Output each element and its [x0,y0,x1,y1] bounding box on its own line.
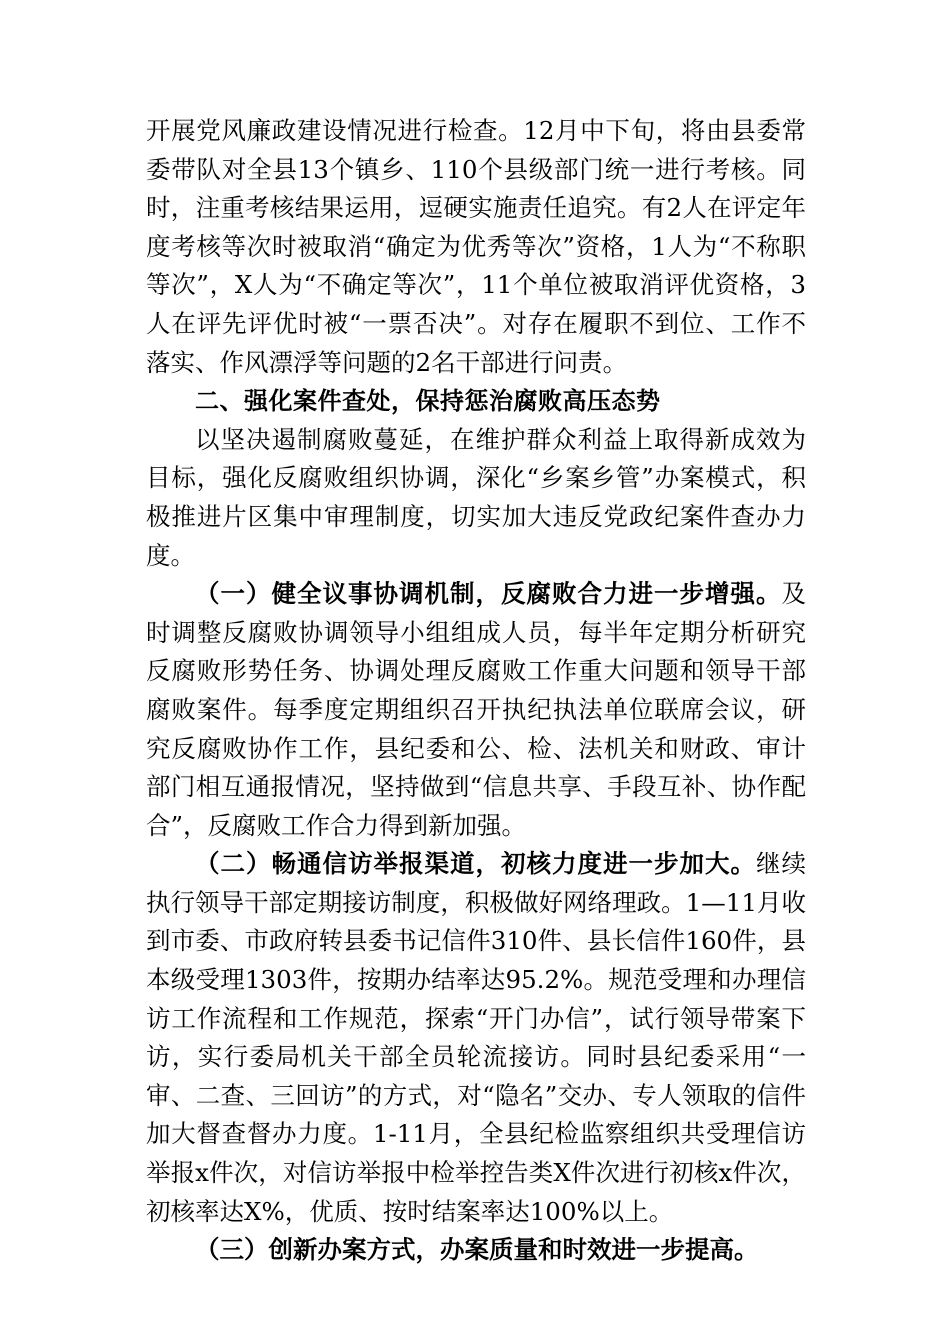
subsection-2-body: 继续执行领导干部定期接访制度，积极做好网络理政。1—11月收到市委、市政府转县委书记信件310件、县长信件160件，县本级受理1303件，按期办结率达95.2%。规范受理和办理信访工作流程和工作规范，探索“开门办信”，试行领导带案下访，实行委局机关干部全员轮流接访。同时县纪委采用“一审、二查、三回访”的方式，对“隐名”交办、专人领取的信件加大督查督办力度。1-11月，全县纪检监察组织共受理信访举报x件次，对信访举报中检举控告类X件次进行初核x件次，初核率达X%，优质、按时结案率达100%以上。 [146,849,806,1226]
paragraph-subsection-2 [146,845,806,1231]
section-heading-2: 二、强化案件查处，保持惩治腐败高压态势 [195,387,661,416]
subsection-1-title: （一）健全议事协调机制，反腐败合力进一步增强。 [195,579,782,609]
subsection-1-body: 及时调整反腐败协调领导小组组成人员，每半年定期分析研究反腐败形势任务、协调处理反腐败工作重大问题和领导干部腐败案件。每季度定期组织召开执纪执法单位联席会议，研究反腐败协作工作，县纪委和公、检、法机关和财政、审计部门相互通报情况，坚持做到“信息共享、手段互补、协作配合”，反腐败工作合力得到新加强。 [146,579,806,840]
paragraph-subsection-3 [146,1231,806,1270]
paragraph-inspection-results: 开展党风廉政建设情况进行检查。12月中下旬，将由县委常委带队对全县13个镇乡、110个县级部门统一进行考核。同时，注重考核结果运用，逗硬实施责任追究。有2人在评定年度考核等次时被取消“确定为优秀等次”资格，1人为“不称职等次”，X人为“不确定等次”，11个单位被取消评优资格，3人在评先评优时被“一票否决”。对存在履职不到位、工作不落实、作风漂浮等问题的2名干部进行问责。 [146,116,806,377]
subsection-3-title: （三）创新办案方式，办案质量和时效进一步提高。 [195,1235,759,1265]
paragraph-subsection-1 [146,575,806,845]
paragraph-section-2-intro: 以坚决遏制腐败蔓延，在维护群众利益上取得新成效为目标，强化反腐败组织协调，深化“乡案乡管”办案模式，积极推进片区集中审理制度，切实加大违反党政纪案件查办力度。 [146,424,806,570]
document-body [146,112,806,1270]
subsection-2-title: （二）畅通信访举报渠道，初核力度进一步加大。 [195,849,756,879]
